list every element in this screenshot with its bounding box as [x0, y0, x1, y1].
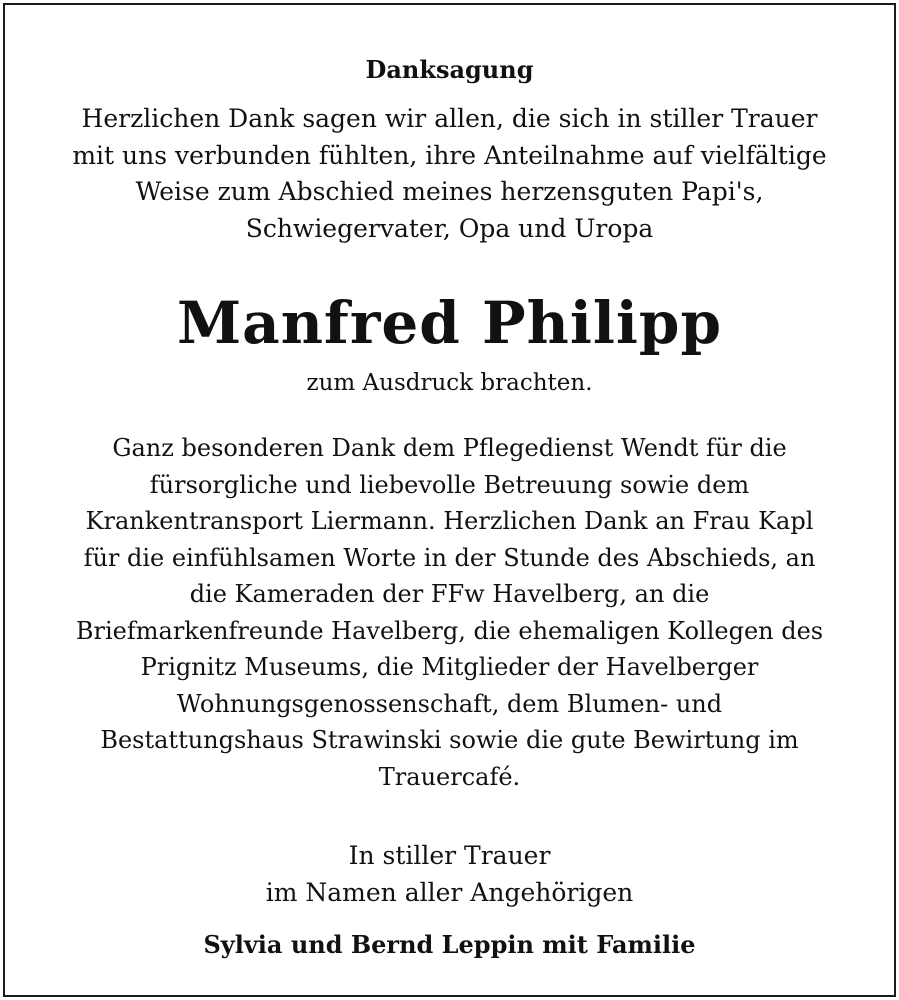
notice-heading: Danksagung [365, 55, 534, 84]
closing-line: In stiller Trauer [348, 841, 551, 870]
intro-line: mit uns verbunden fühlten, ihre Anteilnahme auf vielfältige [72, 140, 827, 170]
deceased-name: Manfred Philipp [176, 289, 723, 357]
thanks-line: für die einfühlsamen Worte in der Stunde des Abschieds, an [83, 543, 816, 572]
thanks-line: Prignitz Museums, die Mitglieder der Havelberger [140, 653, 759, 681]
thanks-line: Wohnungsgenossenschaft, dem Blumen- und [176, 689, 723, 718]
thanks-line: Bestattungshaus Strawinski sowie die gute Bewirtung im [100, 726, 799, 754]
thanks-line: Ganz besonderen Dank dem Pflegedienst Wendt für die [112, 434, 787, 462]
after-name-text: zum Ausdruck brachten. [306, 370, 593, 396]
thanks-paragraph [25, 430, 874, 795]
intro-line: Weise zum Abschied meines herzensguten Papi's, [135, 177, 764, 206]
thanks-line: fürsorgliche und liebevolle Betreuung sowie dem [149, 470, 750, 499]
thanks-line: die Kameraden der FFw Havelberg, an die [189, 580, 710, 608]
thanks-line: Briefmarkenfreunde Havelberg, die ehemaligen Kollegen des [75, 616, 824, 645]
closing-paragraph [25, 838, 874, 911]
after-name-line [25, 365, 874, 402]
obituary-notice-frame [3, 3, 896, 997]
thanks-line: Krankentransport Liermann. Herzlichen Dank an Frau Kapl [85, 507, 814, 535]
intro-paragraph [25, 101, 874, 247]
thanks-line: Trauercafé. [378, 762, 521, 791]
intro-line: Schwiegervater, Opa und Uropa [245, 213, 654, 243]
closing-line: im Namen aller Angehörigen [265, 877, 634, 907]
signature: Sylvia und Bernd Leppin mit Familie [203, 930, 696, 959]
intro-line: Herzlichen Dank sagen wir allen, die sich in stiller Trauer [81, 104, 818, 133]
